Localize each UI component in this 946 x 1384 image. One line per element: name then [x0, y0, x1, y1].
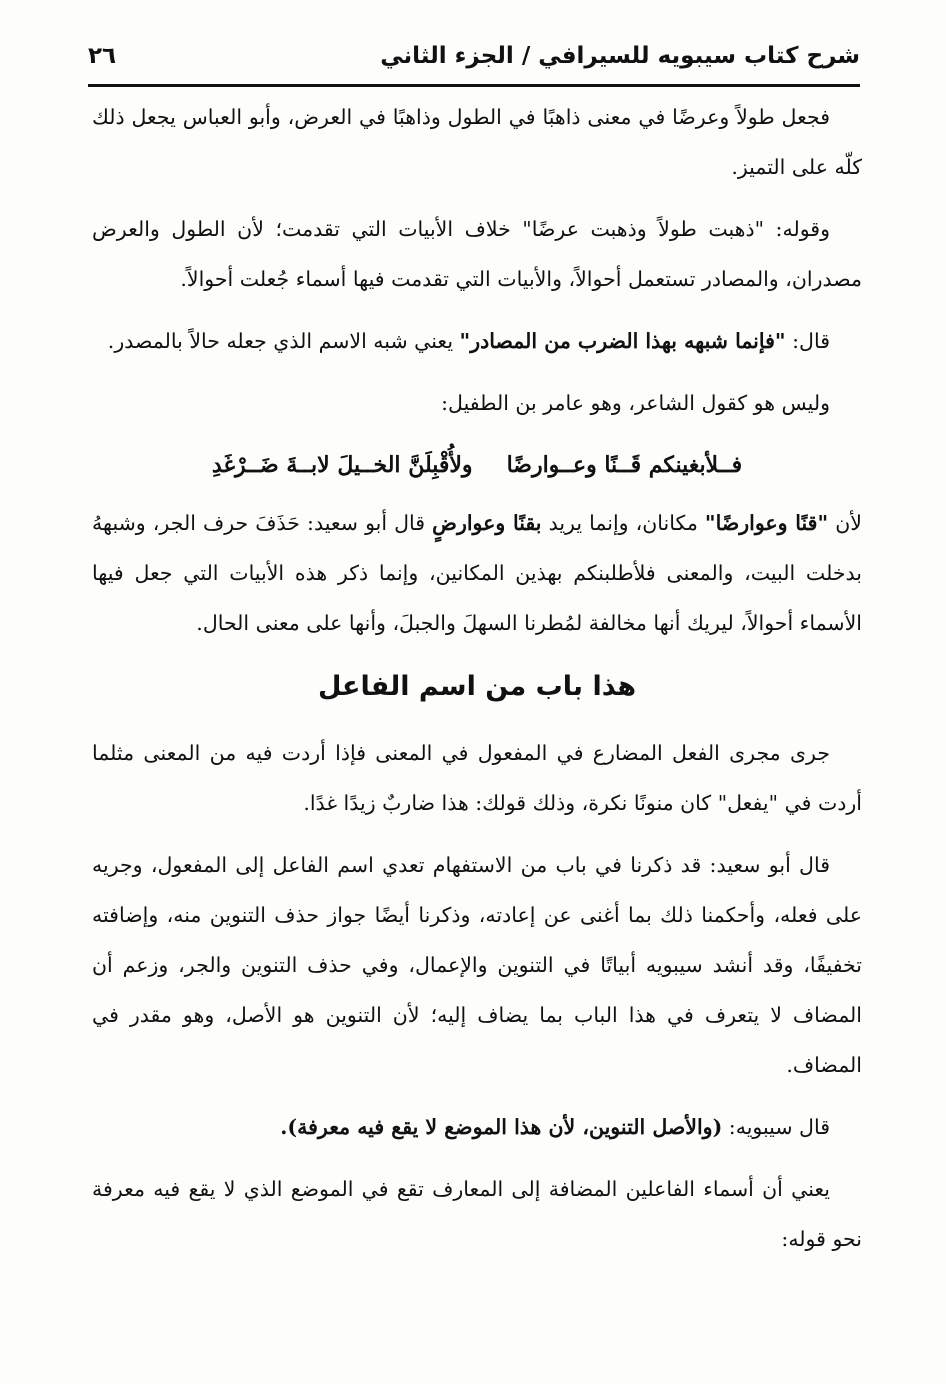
page-number: ٢٦ [88, 43, 117, 69]
p3-prefix: قال: [785, 329, 830, 353]
p5-quote-2: بقنًا وعوارضٍ [432, 511, 542, 535]
running-header [88, 30, 860, 82]
p5-quote-1: "قنًا وعوارضًا" [704, 511, 829, 535]
section-heading: هذا باب من اسم الفاعل [317, 671, 637, 702]
page-body [92, 92, 862, 1276]
p3-rest: يعني شبه الاسم الذي جعله حالاً بالمصدر. [107, 329, 460, 353]
paragraph-4: وليس هو كقول الشاعر، وهو عامر بن الطفيل: [441, 391, 830, 415]
book-title: شرح كتاب سيبويه للسيرافي / الجزء الثاني [380, 43, 860, 69]
p8-prefix: قال سيبويه: [722, 1115, 830, 1139]
paragraph-3 [92, 316, 862, 366]
p8-quote: (والأصل التنوين، لأن هذا الموضع لا يقع فيه معرفة). [280, 1115, 723, 1139]
paragraph-5 [92, 498, 862, 648]
paragraph-7: قال أبو سعيد: قد ذكرنا في باب من الاستفهام تعدي اسم الفاعل إلى المفعول، وجريه على فعله، وأحكمنا ذلك بما أغنى عن إعادته، وذكرنا أيضًا جواز حذف التنوين منه، وإضافته تخفيفًا، وقد أنشد سيبويه أبياتًا في التنوين والإعمال، وفي حذف التنوين والجر، وزعم أن المضاف لا يتعرف في هذا الباب بما يضاف إليه؛ لأن التنوين هو الأصل، وهو مقدر في المضاف. [92, 853, 862, 1077]
paragraph-6: جرى مجرى الفعل المضارع في المفعول في المعنى فإذا أردت فيه من المعنى مثلما أردت في "يفعل" كان منونًا نكرة، وذلك قولك: هذا ضاربٌ زيدًا غدًا. [92, 741, 862, 815]
poetry-verse [92, 440, 862, 490]
paragraph-1: فجعل طولاً وعرضًا في معنى ذاهبًا في الطول وذاهبًا في العرض، وأبو العباس يجعل ذلك كلّه على التميز. [92, 105, 862, 179]
verse-second-hemistich: ولأُقْبِلَنَّ الخــيلَ لابــةَ ضَــرْغَدِ [211, 452, 473, 478]
p5-mid: مكانان، وإنما يريد [541, 511, 705, 535]
p5-rest: قال أبو سعيد: حَذَفَ حرف الجر، وشبههُ بدخلت البيت، والمعنى فلأطلبنكم بهذين المكانين، وإنما ذكر هذه الأبيات التي جعل فيها الأسماء أحوالاً، ليريك أنها مخالفة لمُطرنا السهلَ والجبلَ، وأنها على معنى الحال. [92, 511, 862, 635]
verse-first-hemistich: فــلأبغينكم قَــنًا وعــوارضًا [506, 452, 743, 478]
header-rule [88, 84, 860, 87]
paragraph-9: يعني أن أسماء الفاعلين المضافة إلى المعارف تقع في الموضع الذي لا يقع فيه معرفة نحو قوله: [92, 1177, 862, 1251]
p5-prefix: لأن [828, 511, 863, 535]
p3-quote: "فإنما شبهه بهذا الضرب من المصادر" [459, 329, 786, 353]
paragraph-2: وقوله: "ذهبت طولاً وذهبت عرضًا" خلاف الأبيات التي تقدمت؛ لأن الطول والعرض مصدران، والمصادر تستعمل أحوالاً، والأبيات التي تقدمت فيها أسماء جُعلت أحوالاً. [92, 217, 862, 291]
paragraph-8 [92, 1102, 862, 1152]
